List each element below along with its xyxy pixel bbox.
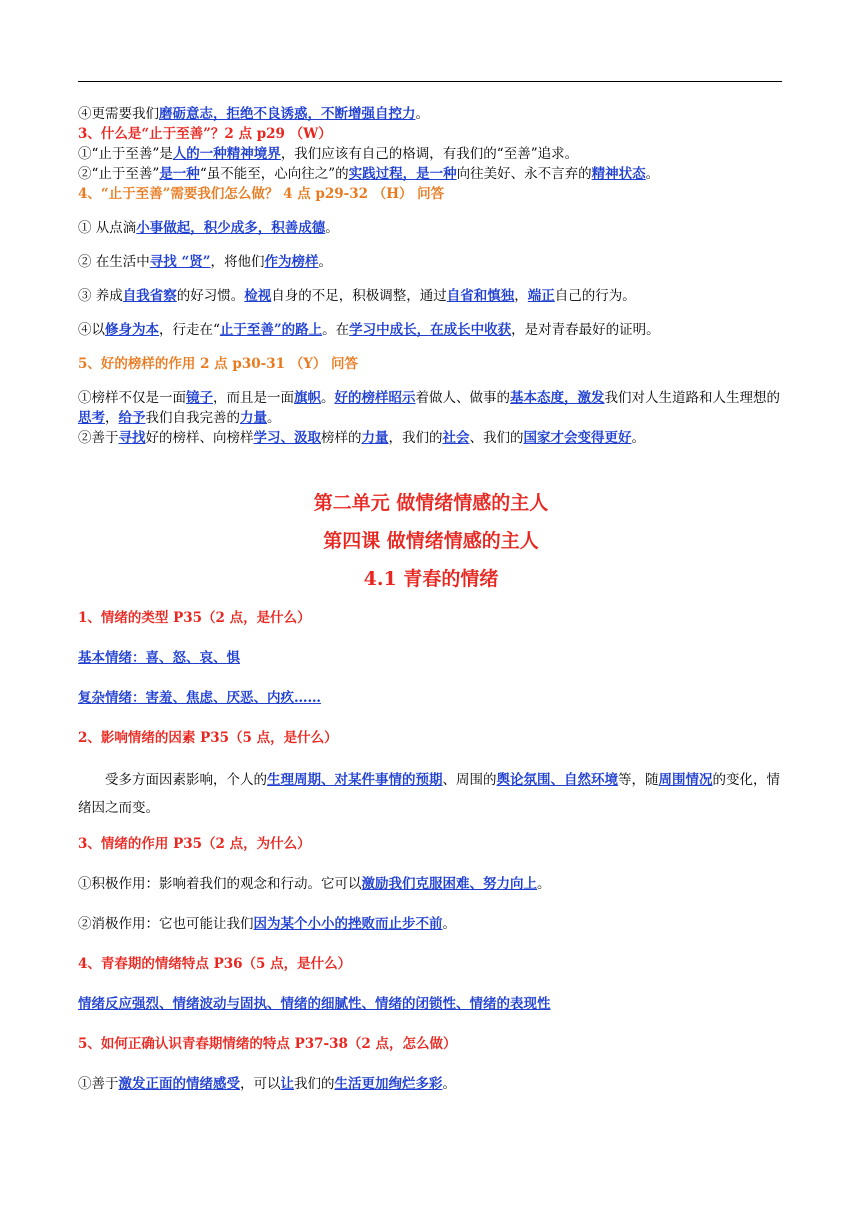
question-heading: 4、“止于至善”需要我们怎么做？ 4 点 p29-32 （H） 问答 [78, 186, 445, 202]
text-line: ② 在生活中寻找 “贤”，将他们作为榜样。 [78, 254, 333, 270]
question-heading: 1、情绪的类型 P35（2 点，是什么） [78, 610, 311, 626]
text-line: ④更需要我们磨砺意志，拒绝不良诱惑，不断增强自控力。 [78, 106, 429, 122]
question-heading: 5、好的榜样的作用 2 点 p30-31 （Y） 问答 [78, 356, 359, 372]
section-title: 4.1 青春的情绪 [363, 568, 499, 590]
question-heading: 2、影响情绪的因素 P35（5 点，是什么） [78, 730, 338, 746]
answer-line: ①善于激发正面的情绪感受，可以让我们的生活更加绚烂多彩。 [78, 1076, 456, 1092]
answer-line: 复杂情绪：害羞、焦虑、厌恶、内疚…… [78, 690, 321, 706]
text-line: ①“止于至善”是人的一种精神境界，我们应该有自己的格调，有我们的“至善”追求。 [78, 146, 579, 162]
lesson-title: 第四课 做情绪情感的主人 [323, 530, 539, 552]
question-heading: 4、青春期的情绪特点 P36（5 点，是什么） [78, 956, 352, 972]
question-heading: 3、情绪的作用 P35（2 点，为什么） [78, 836, 311, 852]
header-rule [78, 81, 782, 82]
question-heading: 5、如何正确认识青春期情绪的特点 P37-38（2 点，怎么做） [78, 1036, 457, 1052]
text-line: ②善于寻找好的榜样、向榜样学习、汲取榜样的力量，我们的社会、我们的国家才会变得更好。 [78, 430, 645, 446]
answer-line: 基本情绪：喜、怒、哀、惧 [78, 650, 240, 666]
text-line: ① 从点滴小事做起，积少成多，积善成德。 [78, 220, 339, 236]
answer-paragraph: 受多方面因素影响，个人的生理周期、对某件事情的预期、周围的舆论氛围、自然环境等，随周围情况的变化，情绪因之而变。 [78, 772, 780, 816]
answer-line: 情绪反应强烈、情绪波动与固执、情绪的细腻性、情绪的闭锁性、情绪的表现性 [78, 996, 551, 1012]
text-line: ②“止于至善”是一种“虽不能至，心向往之”的实践过程，是一种向往美好、永不言弃的精神状态。 [78, 166, 660, 182]
text-line: ③ 养成自我省察的好习惯。检视自身的不足，积极调整，通过自省和慎独，端正自己的行为。 [78, 288, 636, 304]
answer-line: ②消极作用：它也可能让我们因为某个小小的挫败而止步不前。 [78, 916, 456, 932]
unit-title: 第二单元 做情绪情感的主人 [313, 492, 549, 514]
text-paragraph: ①榜样不仅是一面镜子，而且是一面旗帜。好的榜样昭示着做人、做事的基本态度，激发我们对人生道路和人生理想的思考，给予我们自我完善的力量。 [78, 390, 780, 426]
question-heading: 3、什么是“止于至善”？2 点 p29 （W） [78, 126, 332, 142]
answer-line: ①积极作用：影响着我们的观念和行动。它可以激励我们克服困难、努力向上。 [78, 876, 551, 892]
text-line: ④以修身为本，行走在“止于至善”的路上。在学习中成长，在成长中收获，是对青春最好的证明。 [78, 322, 660, 338]
